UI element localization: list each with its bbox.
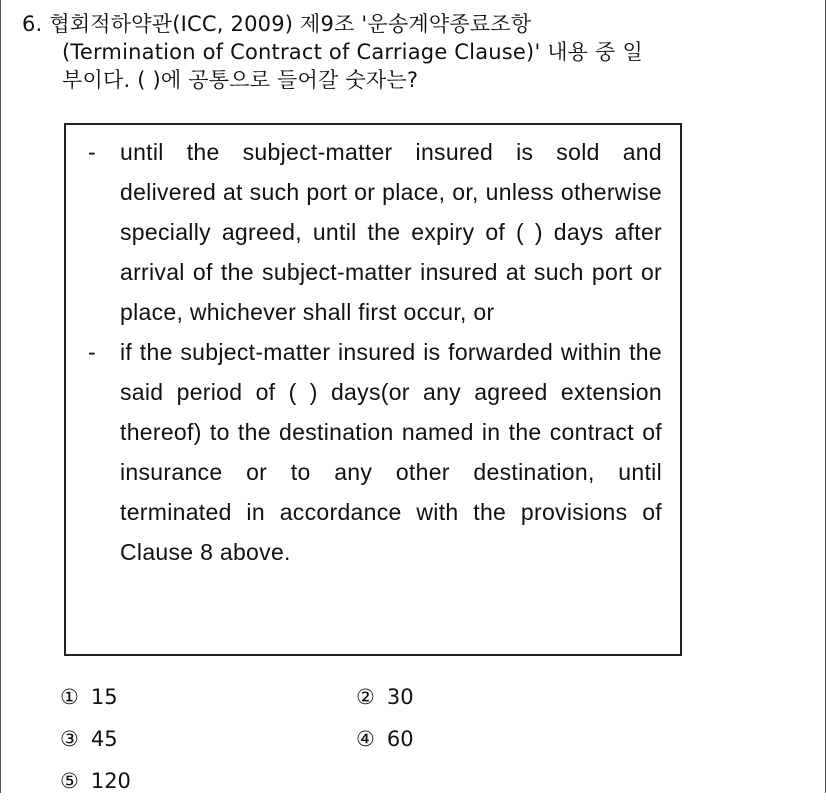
choice-number: ② — [356, 685, 375, 709]
choice-number: ① — [60, 685, 79, 709]
passage-item — [88, 132, 662, 332]
choice-value: 45 — [90, 727, 118, 751]
passage-item — [88, 332, 662, 572]
choice-value: 120 — [90, 769, 131, 793]
question-number: 6. — [22, 12, 43, 36]
passage-item-text: until the subject-matter insured is sold and delivered at such port or place, or, unless otherwise specially agreed, until the expiry of ( ) days after arrival of the subject-matter insured at such port or place, whichever shall first occur, or — [120, 139, 662, 325]
answer-choices — [60, 676, 760, 802]
passage-item-text: if the subject-matter insured is forwarded within the said period of ( ) days(or any agreed extension thereof) to the destination named in the contract of insurance or to any other destination, until terminated in accordance with the provisions of Clause 8 above. — [120, 339, 662, 565]
question-line-1 — [22, 10, 802, 38]
choice-value: 15 — [90, 685, 118, 709]
choice-option-1[interactable] — [60, 676, 118, 718]
choice-option-5[interactable] — [60, 760, 131, 802]
choice-row — [60, 676, 760, 718]
choice-number: ③ — [60, 727, 79, 751]
passage-text — [88, 132, 662, 572]
question-stem — [22, 10, 802, 94]
choice-row — [60, 760, 760, 802]
choice-option-3[interactable] — [60, 718, 118, 760]
choice-option-2[interactable] — [356, 676, 414, 718]
choice-number: ④ — [356, 727, 375, 751]
bullet-dash: - — [88, 339, 96, 365]
choice-number: ⑤ — [60, 769, 79, 793]
passage-box — [64, 123, 682, 656]
question-text-line: 협회적하약관(ICC, 2009) 제9조 '운송계약종료조항 — [49, 12, 532, 36]
choice-value: 30 — [386, 685, 414, 709]
choice-option-4[interactable] — [356, 718, 414, 760]
question-line-3: 부이다. ( )에 공통으로 들어갈 숫자는? — [62, 68, 419, 92]
choice-value: 60 — [386, 727, 414, 751]
question-line-2: (Termination of Contract of Carriage Clause)' 내용 중 일 — [62, 40, 643, 64]
page-border-left — [0, 0, 1, 793]
choice-row — [60, 718, 760, 760]
bullet-dash: - — [88, 139, 96, 165]
